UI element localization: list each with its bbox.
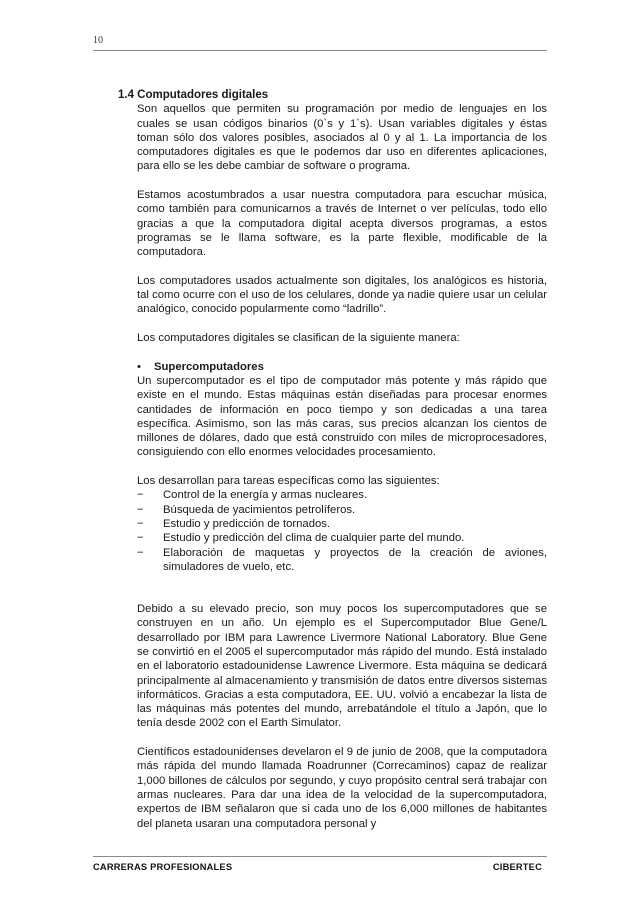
list-item-text: Elaboración de maquetas y proyectos de la creación de aviones, simuladores de vuelo, etc. xyxy=(163,546,547,573)
paragraph-uses: Estamos acostumbrados a usar nuestra computadora para escuchar música, como también para comunicarnos a través de Internet o ver películas, todo ello gracias a que la computadora digital acepta diversos programas, a estos programas se le llama software, es la parte flexible, modificable de la computadora. xyxy=(137,189,547,259)
dash-icon: − xyxy=(137,503,144,516)
bullet-icon: • xyxy=(137,360,141,373)
list-item-text: Estudio y predicción de tornados. xyxy=(163,517,331,530)
list-item xyxy=(137,503,547,517)
list-item-text: Control de la energía y armas nucleares. xyxy=(163,489,368,502)
footer-program-label: CARRERAS PROFESIONALES xyxy=(93,862,233,872)
section-title: 1.4 Computadores digitales xyxy=(118,89,269,101)
list-item-text: Búsqueda de yacimientos petrolíferos. xyxy=(163,503,356,516)
paragraph-supercomputer-definition: Un supercomputador es el tipo de computador más potente y más rápido que existe en el mundo. Estas máquinas están diseñadas para procesar enormes cantidades de información en poco tiempo y son dedicadas a una tarea específica. Asimismo, son las más caras, sus precios alcanzan los cientos de millones de dólares, dado que está construido con miles de microprocesadores, consiguiendo con ello enormes velocidades procesamiento. xyxy=(137,374,547,459)
bullet-supercomputers xyxy=(137,360,547,374)
dash-icon: − xyxy=(137,546,144,559)
dash-icon: − xyxy=(137,489,144,502)
footer-divider xyxy=(93,856,547,857)
dash-icon: − xyxy=(137,517,144,530)
footer-brand-label: CIBERTEC xyxy=(492,862,542,872)
page-number: 10 xyxy=(93,35,103,46)
paragraph-blue-gene: Debido a su elevado precio, son muy pocos los supercomputadores que se construyen en un año. Un ejemplo es el Supercomputador Blue Gene/L desarrollado por IBM para Lawrence Livermore National Laboratory. Blue Gene se convirtió en el 2005 el supercomputador más rápido del mundo. Está instalado en el laboratorio estadounidense Lawrence Livermore. Esta máquina se dedicará principalmente al almacenamiento y transmisión de datos entre diversos sistemas informáticos. Gracias a esta computadora, EE. UU. volvió a encabezar la lista de las máquinas más potentes del mundo, arrebatándole el título a Japón, que lo tenía desde 2002 con el Earth Simulator. xyxy=(137,603,547,730)
header-divider xyxy=(93,50,547,51)
paragraph-definition: Son aquellos que permiten su programación por medio de lenguajes en los cuales se usan códigos binarios (0`s y 1`s). Usan variables digitales y éstas toman sólo dos valores posibles, asociados al 0 y al 1. La importancia de los computadores digitales es que le podemos dar uso en diferentes aplicaciones, para ello se les debe cambiar de software o programa. xyxy=(137,103,547,173)
page-body xyxy=(118,88,547,845)
paragraph-roadrunner: Científicos estadounidenses develaron el 9 de junio de 2008, que la computadora más rápida del mundo llamada Roadrunner (Correcaminos) capaz de realizar 1,000 billones de cálculos por segundo, y cuyo propósito central será trabajar con armas nucleares. Para dar una idea de la velocidad de la supercomputadora, expertos de IBM señalaron que si cada uno de los 6,000 millones de habitantes del planeta usaran una computadora personal y xyxy=(137,746,547,830)
paragraph-classification: Los computadores digitales se clasifican de la siguiente manera: xyxy=(137,332,460,345)
list-item xyxy=(137,531,547,545)
list-item-text: Estudio y predicción del clima de cualquier parte del mundo. xyxy=(163,532,465,545)
list-item xyxy=(137,517,547,531)
list-item xyxy=(137,488,547,502)
paragraph-tasks-intro: Los desarrollan para tareas específicas como las siguientes: xyxy=(137,475,440,488)
list-item xyxy=(137,546,547,575)
paragraph-current: Los computadores usados actualmente son digitales, los analógicos es historia, tal como ocurre con el uso de los celulares, donde ya nadie quiere usar un celular analógico, conocido popularmente como “ladrillo”. xyxy=(137,274,547,316)
dash-icon: − xyxy=(137,532,144,545)
bullet-title: Supercomputadores xyxy=(154,360,264,373)
task-list xyxy=(137,488,547,574)
